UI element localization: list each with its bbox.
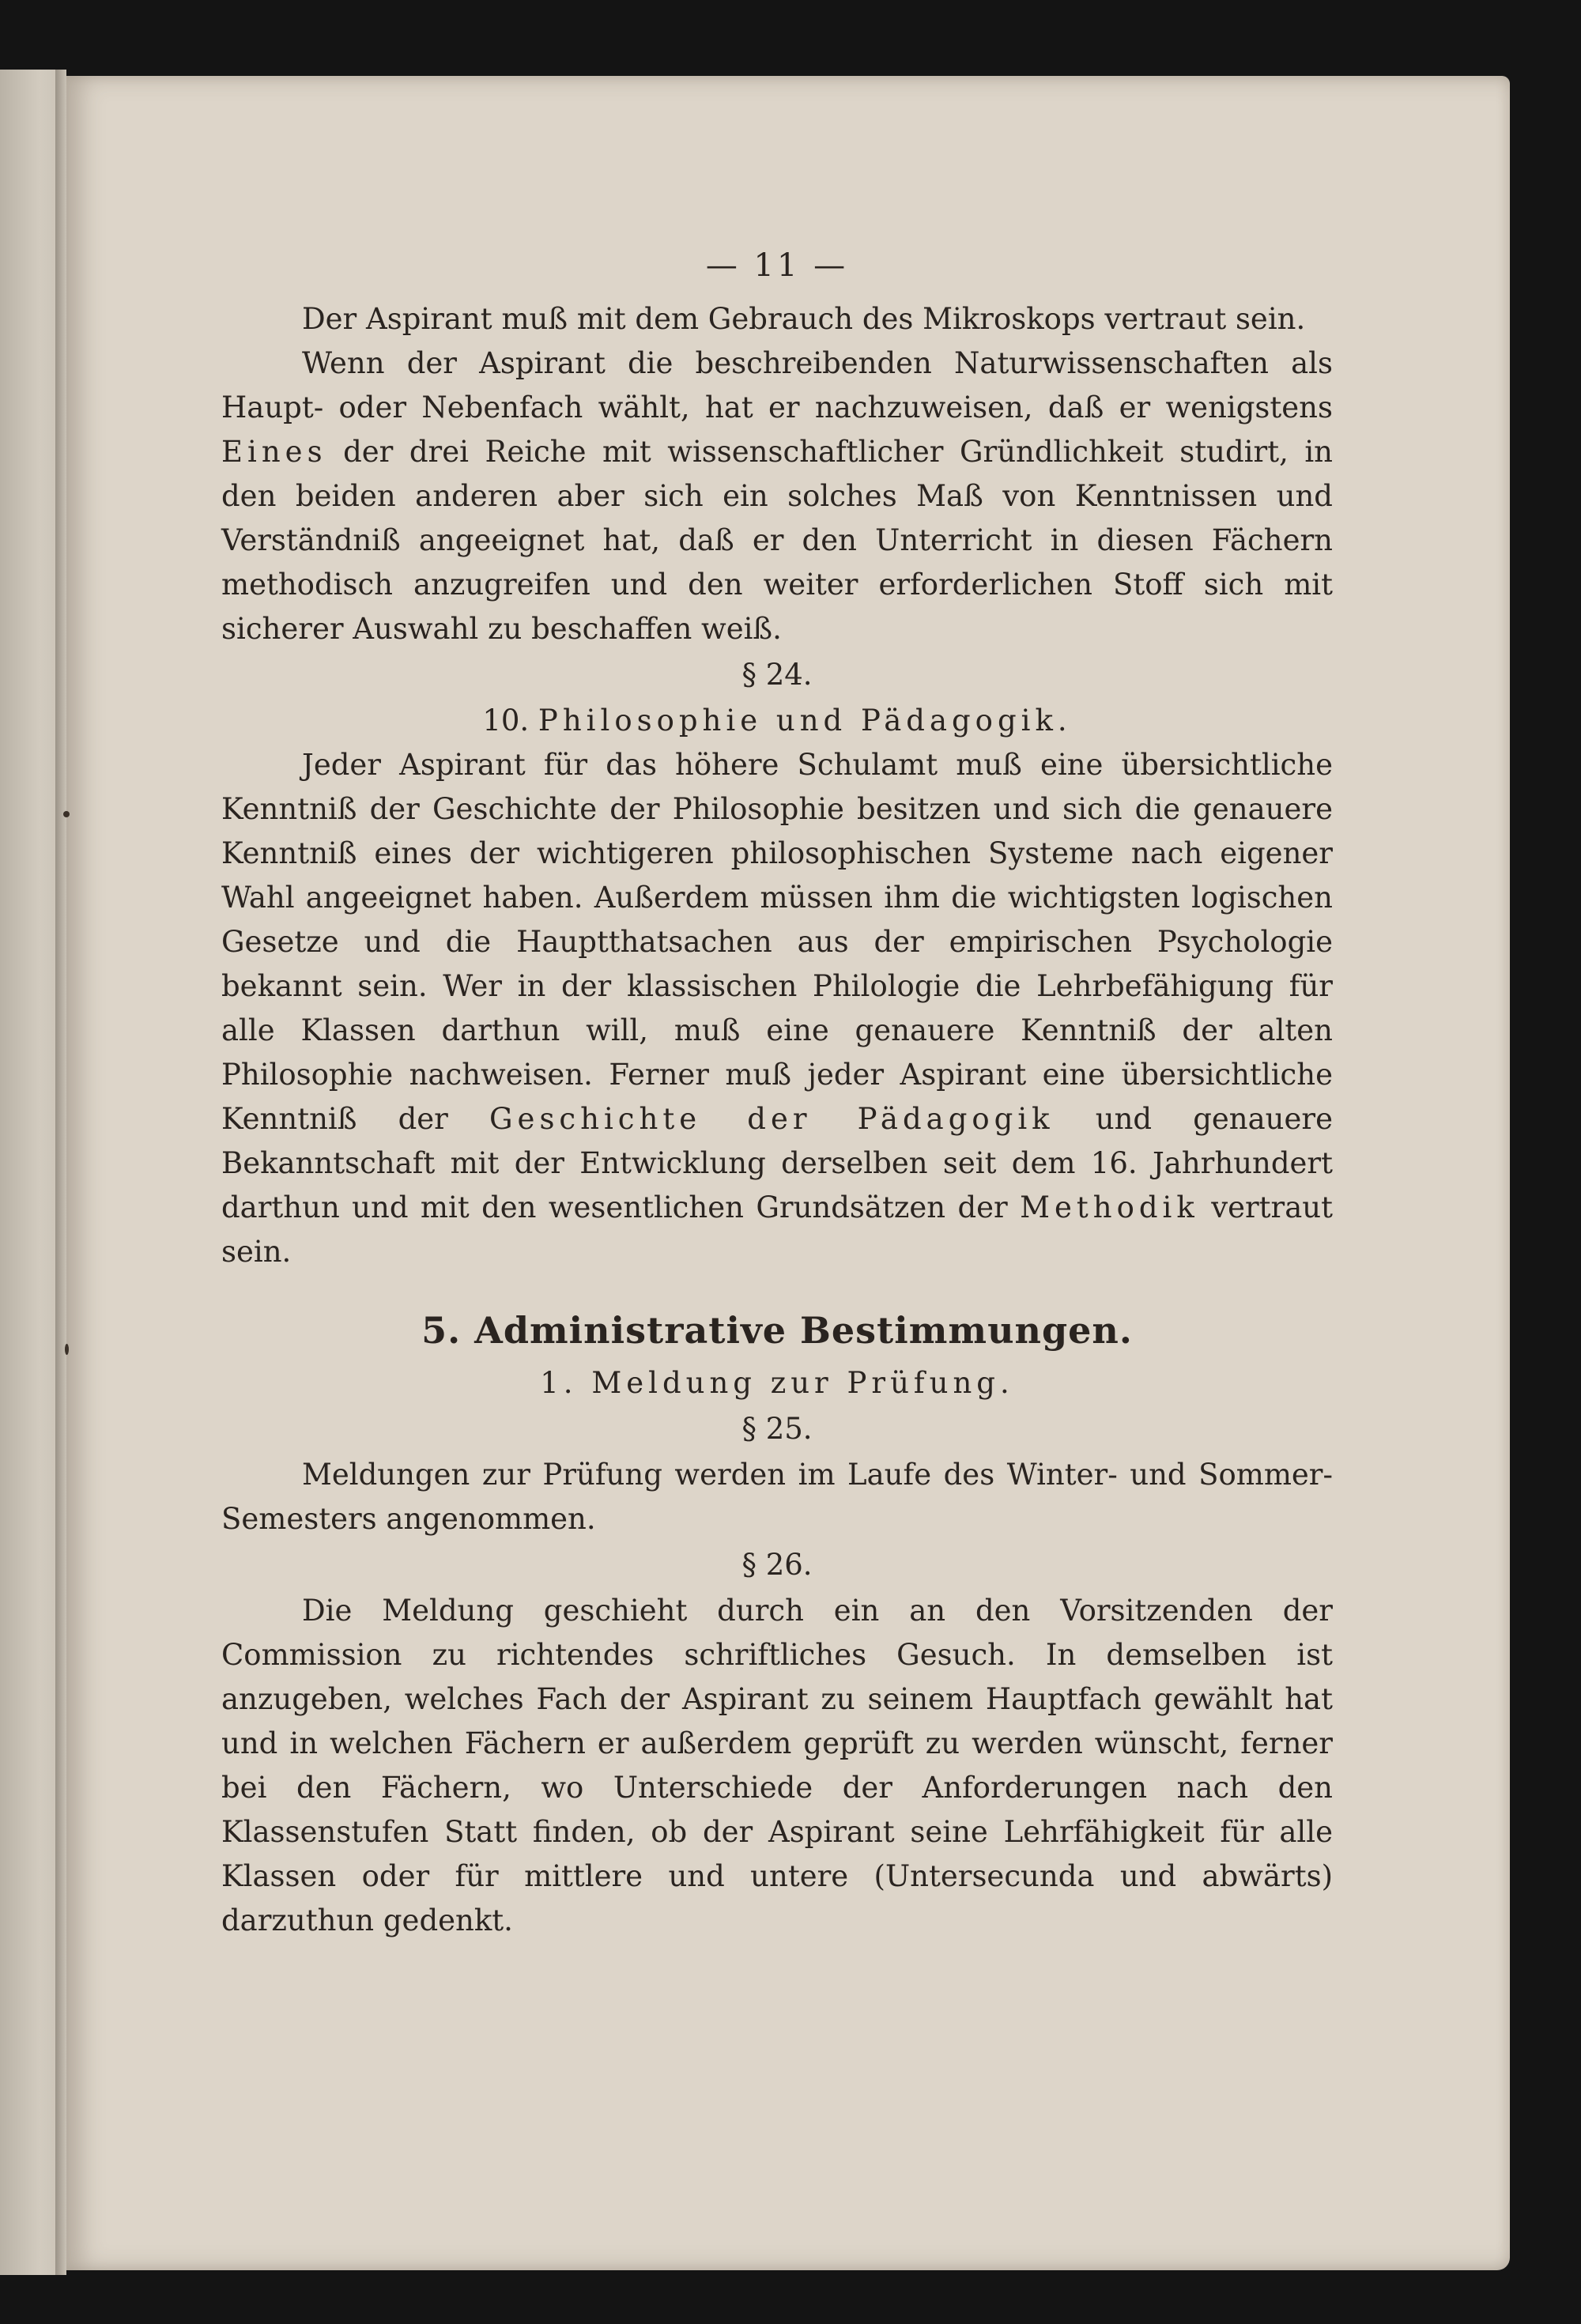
page-speck bbox=[65, 1344, 69, 1355]
text-run: und genauere Bekanntschaft mit der Entwicklung derselben seit dem 16. Jahrhundert darthun und mit den wesentlichen Grundsätzen der bbox=[221, 1102, 1333, 1224]
emphasis-text: Methodik bbox=[1020, 1190, 1199, 1224]
page-content bbox=[221, 242, 1333, 2123]
section-label-25: § 25. bbox=[741, 1412, 813, 1446]
chapter-subtitle: 1. Meldung zur Prüfung. bbox=[540, 1366, 1014, 1400]
paragraph-registration-request: Die Meldung geschieht durch ein an den Vorsitzenden der Commission zu richtendes schriftliches Gesuch. In demselben ist anzugeben, welches Fach der Aspirant zu seinem Hauptfach gewählt hat und in welchen Fächern er außerdem geprüft zu werden wünscht, ferner bei den Fächern, wo Unterschiede der Anforderungen nach den Klassenstufen Statt finden, ob der Aspirant seine Lehrfähigkeit für alle Klassen oder für mittlere und untere (Untersecunda und abwärts) darzuthun gedenkt. bbox=[221, 1594, 1333, 1937]
text-run: Jeder Aspirant für das höhere Schulamt muß eine übersichtliche Kenntniß der Geschichte der Philosophie besitzen und sich die genauere Kenntniß eines der wichtigeren philosophischen Systeme nach eigener Wahl angeeignet haben. Außerdem müssen ihm die wichtigsten logischen Gesetze und die Hauptthatsachen aus der empirischen Psychologie bekannt sein. Wer in der klassischen Philologie die Lehrbefähigung für alle Klassen darthun will, muß eine genauere Kenntniß der alten Philosophie nachweisen. Ferner muß jeder Aspirant eine übersichtliche Kenntniß der bbox=[221, 748, 1333, 1136]
section-label-26: § 26. bbox=[741, 1548, 813, 1582]
subtitle-number: 10. bbox=[482, 704, 530, 738]
paragraph-microscope: Der Aspirant muß mit dem Gebrauch des Mikroskops vertraut sein. bbox=[302, 302, 1306, 336]
paragraph-philosophy bbox=[221, 743, 1333, 1274]
subtitle-text: Philosophie und Pädagogik. bbox=[538, 704, 1072, 738]
text-run: der drei Reiche mit wissenschaftlicher Gründlichkeit studirt, in den beiden anderen aber sich ein solches Maß von Kenntnissen und Verständniß angeeignet hat, daß er den Unterricht in diesen Fächern methodisch anzugreifen und den weiter erforderlichen Stoff sich mit sicherer Auswahl zu beschaffen weiß. bbox=[221, 435, 1333, 646]
emphasis-text: Geschichte der Pädagogik bbox=[489, 1102, 1055, 1136]
chapter-heading: 5. Administrative Bestimmungen. bbox=[421, 1309, 1133, 1352]
paragraph-natural-sciences bbox=[221, 341, 1333, 651]
page-speck bbox=[63, 811, 70, 817]
section-subtitle-philosophy bbox=[221, 699, 1333, 743]
text-run: Wenn der Aspirant die beschreibenden Naturwissenschaften als Haupt- oder Nebenfach wählt, hat er nachzuweisen, daß er wenigstens bbox=[221, 346, 1333, 424]
text-run: vertraut sein. bbox=[221, 1190, 1333, 1269]
emphasis-text: Eines bbox=[221, 435, 327, 469]
section-label-24: § 24. bbox=[741, 658, 813, 692]
page-number: — 11 — bbox=[705, 247, 849, 284]
paragraph-registration-period: Meldungen zur Prüfung werden im Laufe des Winter- und Sommer-Semesters angenommen. bbox=[221, 1458, 1333, 1536]
book-page bbox=[66, 76, 1510, 2270]
book-gutter bbox=[55, 70, 66, 2275]
